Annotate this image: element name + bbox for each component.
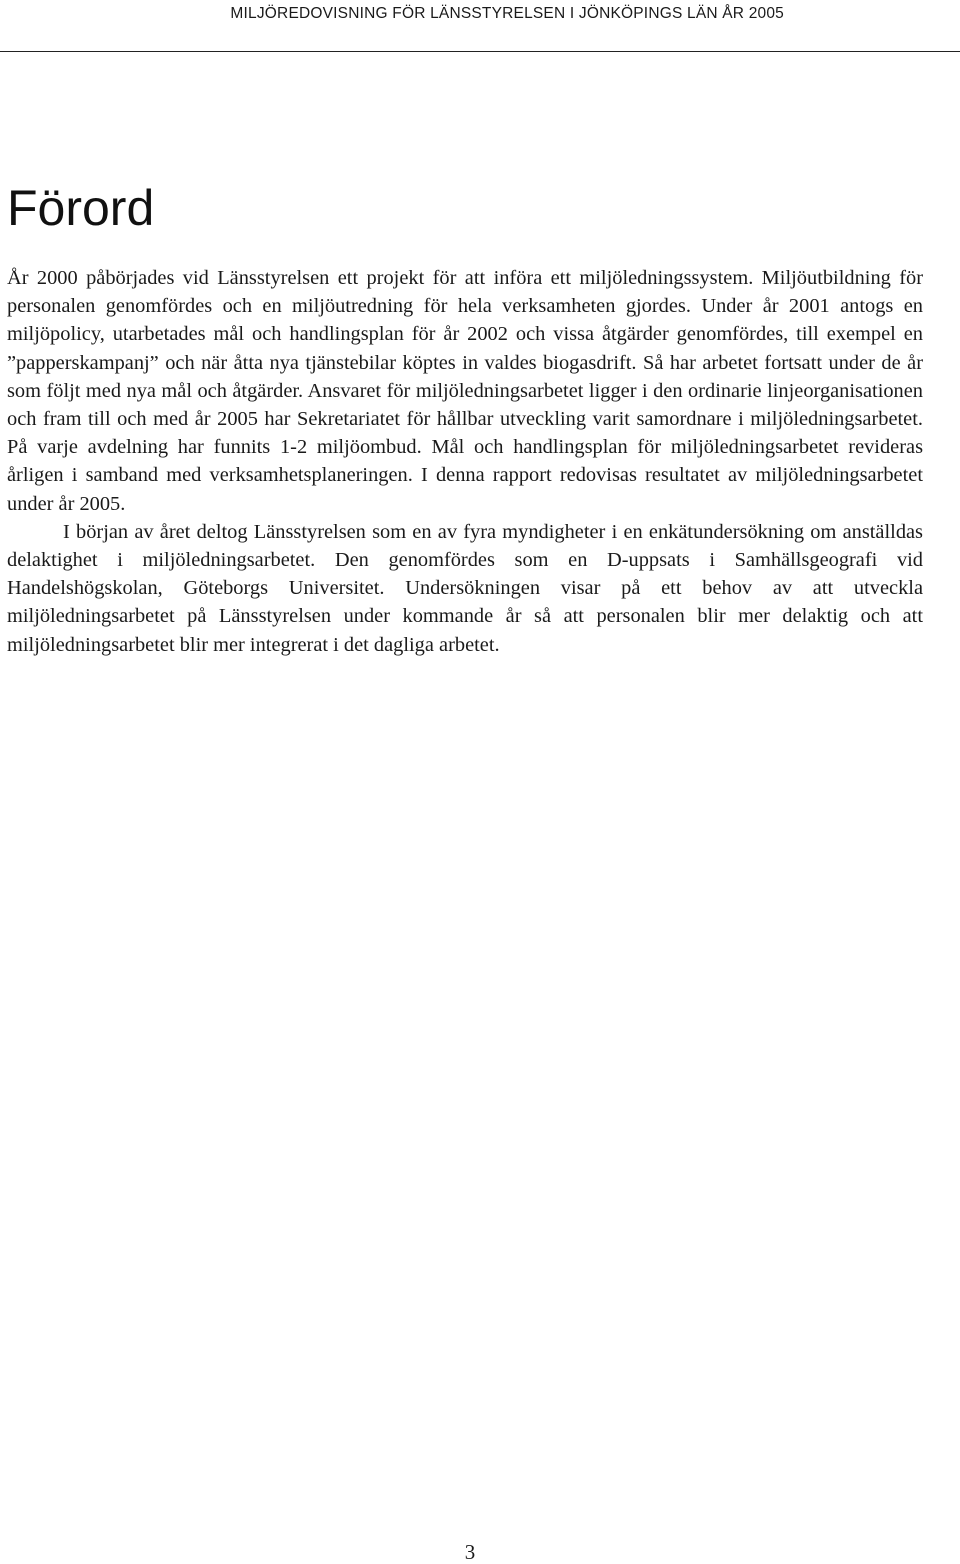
paragraph-1: År 2000 påbörjades vid Länsstyrelsen ett projekt för att införa ett miljöledningssystem. Miljöutbildning för personalen genomfördes och en miljöutredning för hela verksamheten gjordes. Under år 2001 antogs en miljöpolicy, utarbetades mål och handlingsplan för år 2002 och vissa åtgärder genomfördes, till exempel en ”papperskampanj” och när åtta nya tjänstebilar köptes in valdes biogasdrift. Så har arbetet fortsatt under de år som följt med nya mål och åtgärder. Ansvaret för miljöledningsarbetet ligger i den ordinarie linjeorganisationen och fram till och med år 2005 har Sekretariatet för hållbar utveckling varit samordnare i miljöledningsarbetet. På varje avdelning har funnits 1-2 miljöombud. Mål och handlingsplan för miljöledningsarbetet revideras årligen i samband med verksamhetsplaneringen. I denna rapport redovisas resultatet av miljöledningsarbetet under år 2005.	[7, 267, 923, 515]
page-number: 3	[464, 1540, 476, 1564]
page-title: Förord	[7, 180, 155, 236]
running-header-title: MILJÖREDOVISNING FÖR LÄNSSTYRELSEN I JÖNKÖPINGS LÄN ÅR 2005	[230, 5, 784, 22]
running-header	[0, 0, 960, 52]
paragraph-2: I början av året deltog Länsstyrelsen som en av fyra myndigheter i en enkätundersökning om anställdas delaktighet i miljöledningsarbetet. Den genomfördes som en D-uppsats i Samhällsgeografi vid Handelshögskolan, Göteborgs Universitet. Undersökningen visar på ett behov av att utveckla miljöledningsarbetet på Länsstyrelsen under kommande år så att personalen blir mer delaktig och att miljöledningsarbetet blir mer integrerat i det dagliga arbetet.	[7, 520, 923, 656]
body-text	[7, 264, 923, 659]
